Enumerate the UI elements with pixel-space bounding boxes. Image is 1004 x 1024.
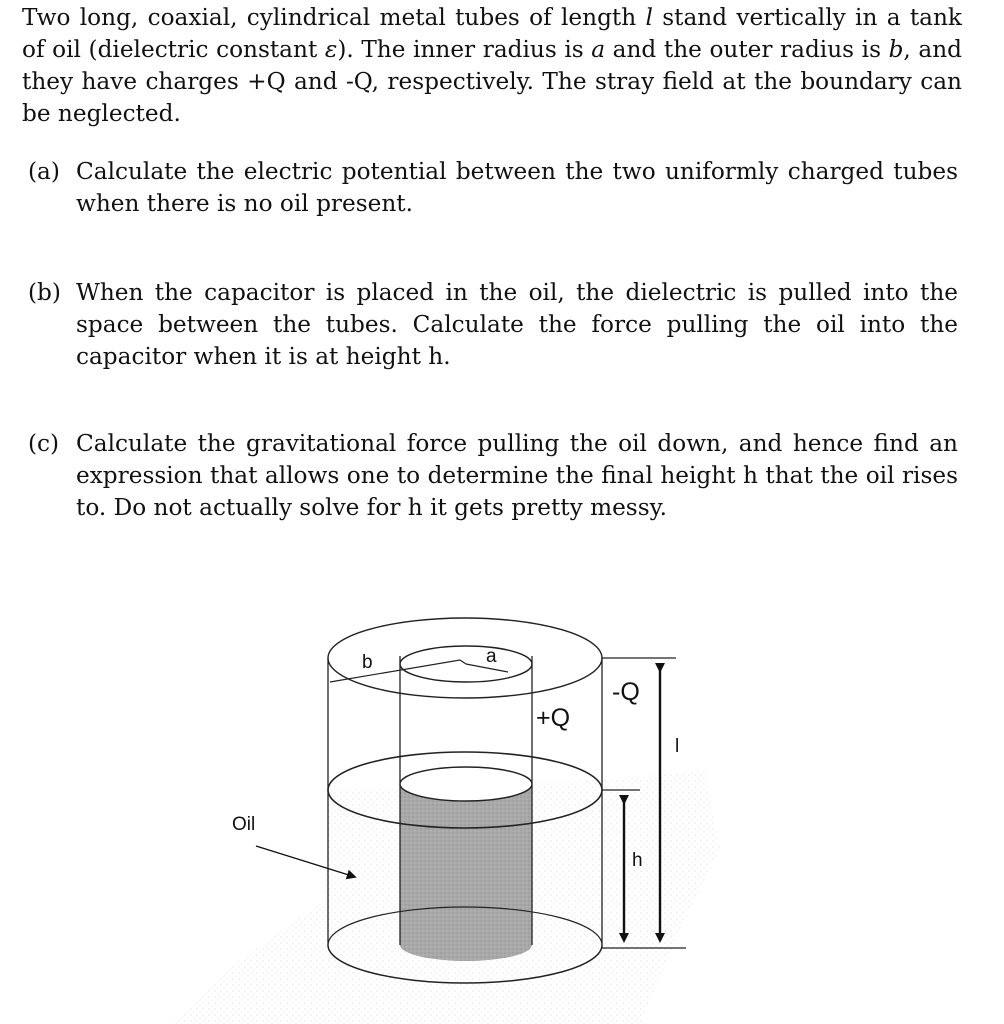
part-a-label: (a) bbox=[28, 158, 60, 185]
symbol-a: a bbox=[591, 36, 606, 63]
intro-text-5: , and they have charges +Q and -Q, respectively. The stray field at the boundary can be neglected. bbox=[22, 36, 962, 127]
part-b bbox=[28, 277, 958, 373]
label-pos-q: +Q bbox=[536, 704, 571, 732]
part-c-text: Calculate the gravitational force pulling the oil down, and hence find an expression that allows one to determine the final height h that the oil rises to. Do not actually solve for h it gets pretty messy. bbox=[76, 430, 958, 521]
label-length: l bbox=[675, 736, 680, 757]
label-b: b bbox=[362, 652, 373, 673]
inner-oil-column bbox=[400, 782, 532, 961]
figure-svg bbox=[160, 600, 920, 1024]
intro-text-3: ). The inner radius is bbox=[337, 36, 592, 63]
part-a bbox=[28, 156, 958, 220]
intro-text-2: stand vertically in a tank of oil (dielectric constant bbox=[22, 4, 962, 63]
intro-text-1: Two long, coaxial, cylindrical metal tubes of length bbox=[22, 4, 646, 31]
intro-text-4: and the outer radius is bbox=[605, 36, 889, 63]
part-c-label: (c) bbox=[28, 430, 60, 457]
label-height: h bbox=[632, 850, 643, 871]
radius-b-line bbox=[330, 660, 466, 682]
oil-surface-inner-ellipse bbox=[400, 767, 532, 801]
label-oil: Oil bbox=[232, 814, 256, 835]
part-b-text: When the capacitor is placed in the oil, the dielectric is pulled into the space between the tubes. Calculate the force pulling the oil into the capacitor when it is at height h. bbox=[76, 279, 958, 370]
symbol-epsilon: ε bbox=[324, 36, 338, 63]
symbol-b: b bbox=[888, 36, 904, 63]
label-a: a bbox=[486, 646, 497, 667]
coaxial-capacitor-figure bbox=[160, 600, 920, 1024]
label-neg-q: -Q bbox=[612, 678, 640, 706]
part-b-label: (b) bbox=[28, 279, 61, 306]
problem-statement bbox=[22, 2, 962, 130]
symbol-l: l bbox=[645, 4, 653, 31]
part-a-text: Calculate the electric potential between the two uniformly charged tubes when there is no oil present. bbox=[76, 158, 958, 217]
part-c bbox=[28, 428, 958, 524]
